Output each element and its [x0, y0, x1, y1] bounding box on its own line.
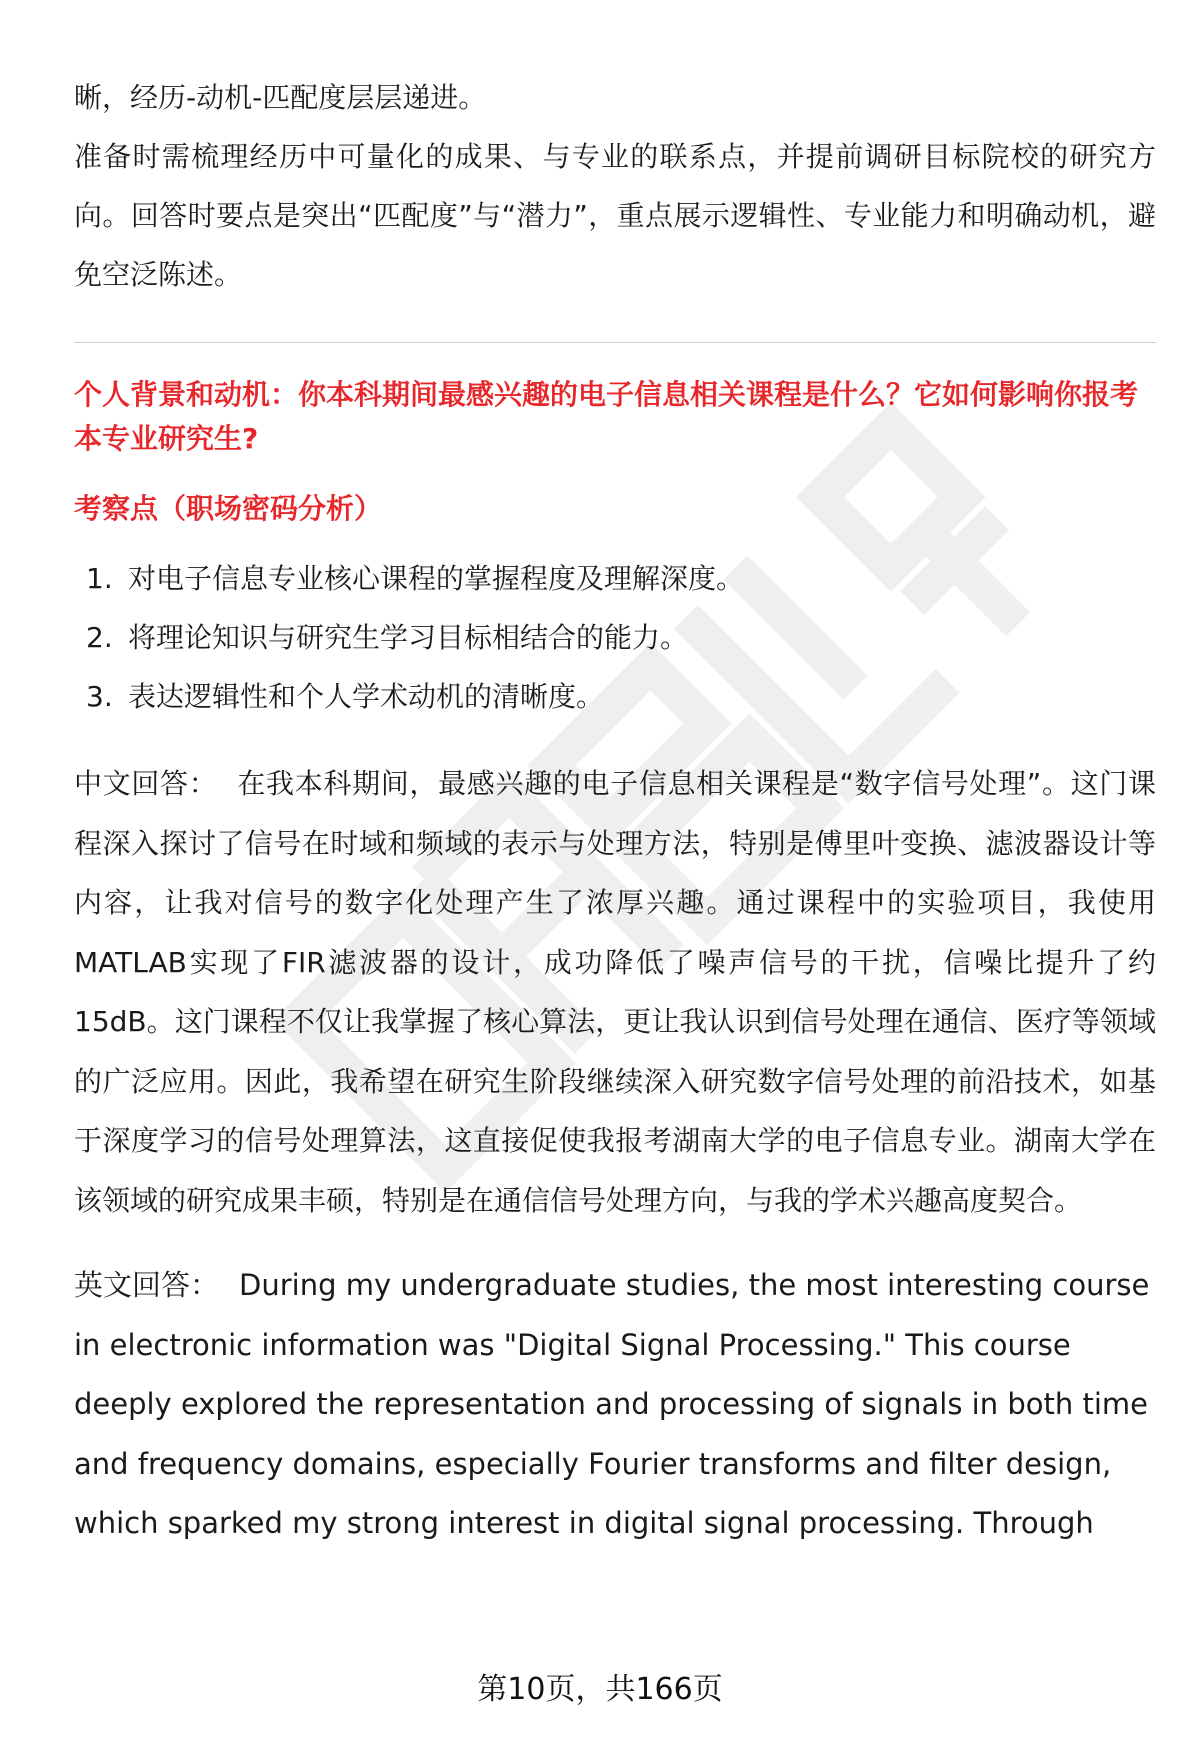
list-item: [74, 667, 1156, 726]
chinese-answer-text: 在我本科期间，最感兴趣的电子信息相关课程是“数字信号处理”。这门课程深入探讨了信号在时域和频域的表示与处理方法，特别是傅里叶变换、滤波器设计等内容，让我对信号的数字化处理产生了浓厚兴趣。通过课程中的实验项目，我使用MATLAB实现了FIR滤波器的设计，成功降低了噪声信号的干扰，信噪比提升了约15dB。这门课程不仅让我掌握了核心算法，更让我认识到信号处理在通信、医疗等领域的广泛应用。因此，我希望在研究生阶段继续深入研究数字信号处理的前沿技术，如基于深度学习的信号处理算法，这直接促使我报考湖南大学的电子信息专业。湖南大学在该领域的研究成果丰硕，特别是在通信信号处理方向，与我的学术兴趣高度契合。: [74, 767, 1156, 1217]
list-item-text: 将理论知识与研究生学习目标相结合的能力。: [128, 621, 689, 654]
list-number: 1.: [86, 562, 113, 595]
question-heading: 个人背景和动机：你本科期间最感兴趣的电子信息相关课程是什么？它如何影响你报考本专业研究生?: [74, 378, 1139, 455]
intro-paragraph: 准备时需梳理经历中可量化的成果、与专业的联系点，并提前调研目标院校的研究方向。回答时要点是突出“匹配度”与“潜力”，重点展示逻辑性、专业能力和明确动机，避免空泛陈述。: [74, 140, 1156, 291]
list-item-text: 对电子信息专业核心课程的掌握程度及理解深度。: [128, 562, 745, 595]
intro-line: 晰，经历-动机-匹配度层层递进。: [74, 81, 487, 114]
english-answer: [74, 1256, 1156, 1554]
list-item: [74, 549, 1156, 608]
assessment-points: [74, 549, 1156, 726]
list-item: [74, 608, 1156, 667]
page-number: 第10页，共166页: [477, 1672, 723, 1707]
list-number: 2.: [86, 621, 113, 654]
main-content: [74, 68, 1156, 1554]
chinese-answer: [74, 754, 1156, 1230]
chinese-answer-label: 中文回答：: [74, 767, 218, 800]
english-answer-label: 英文回答：: [74, 1268, 220, 1302]
section-divider: [74, 342, 1156, 343]
list-item-text: 表达逻辑性和个人学术动机的清晰度。: [128, 680, 605, 713]
english-answer-text: During my undergraduate studies, the most interesting course in electronic information was "Digital Signal Processing." This course deeply explored the representation and processing of signals in both time and frequency domains, especially Fourier transforms and filter design, which sparked my strong interest in digital signal processing. Through: [74, 1268, 1150, 1540]
assessment-title: 考察点（职场密码分析）: [74, 492, 383, 525]
list-number: 3.: [86, 680, 113, 713]
